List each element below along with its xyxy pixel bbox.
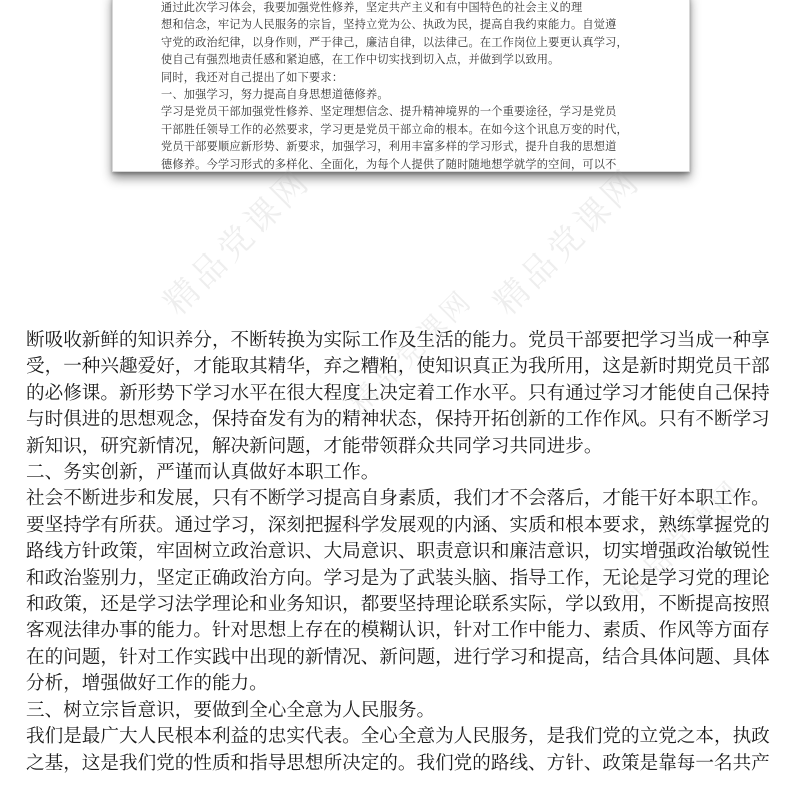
- section-heading: 二、务实创新，严谨而认真做好本职工作。: [26, 462, 380, 484]
- preview-line: 使自己有强烈地责任感和紧迫感，在工作中切实找到切入点，并做到学以致用。: [161, 53, 560, 67]
- preview-line: 同时，我还对自己提出了如下要求：: [161, 70, 344, 84]
- body-line: 的必修课。新形势下学习水平在很大程度上决定着工作水平。只有通过学习才能使自己保持: [26, 382, 770, 404]
- preview-line: 通过此次学习体会，我要加强党性修养，坚定共产主义和有中国特色的社会主义的理: [161, 1, 583, 14]
- body-line: 客观法律办事的能力。针对思想上存在的模糊认识，针对工作中能力、素质、作风等方面存: [26, 620, 770, 642]
- body-line: 路线方针政策，牢固树立政治意识、大局意识、职责意识和廉洁意识，切实增强政治敏锐性: [26, 541, 770, 563]
- body-line: 和政策，还是学习法学理论和业务知识，都要坚持理论联系实际，学以致用，不断提高按照: [26, 594, 770, 616]
- body-line: 与时俱进的思想观念，保持奋发有为的精神状态，保持开拓创新的工作作风。只有不断学习: [26, 409, 770, 431]
- body-line: 要坚持学有所获。通过学习，深刻把握科学发展观的内涵、实质和根本要求，熟练掌握党的: [26, 514, 770, 536]
- body-line: 之基，这是我们党的性质和指导思想所决定的。我们党的路线、方针、政策是靠每一名共产: [26, 752, 770, 774]
- preview-line: 党员干部要顺应新形势、新要求，加强学习，利用丰富多样的学习形式，提升自我的思想道: [161, 140, 617, 154]
- body-line: 社会不断进步和发展，只有不断学习提高自身素质，我们才不会落后，才能干好本职工作。: [26, 488, 770, 510]
- body-line: 断吸收新鲜的知识养分，不断转换为实际工作及生活的能力。党员干部要把学习当成一种享: [26, 330, 770, 351]
- preview-line: 德修养。今学习形式的多样化、全面化，为每个人提供了随时随地想学就学的空间，可以不: [161, 157, 617, 171]
- body-line: 我们是最广大人民根本利益的忠实代表。全心全意为人民服务，是我们党的立党之本，执政: [26, 726, 770, 748]
- body-line: 和政治鉴别力，坚定正确政治方向。学习是为了武装头脑、指导工作，无论是学习党的理论: [26, 567, 770, 589]
- preview-line: 学习是党员干部加强党性修养、坚定理想信念、提升精神境界的一个重要途径，学习是党员: [161, 105, 617, 119]
- preview-line: 一、加强学习，努力提高自身思想道德修养。: [161, 88, 389, 102]
- body-line: 分析，增强做好工作的能力。: [26, 673, 268, 695]
- watermark-text: 精品党课网: [156, 160, 319, 324]
- watermark-text: 精品党课网: [612, 472, 750, 610]
- document-preview-card: [112, 0, 690, 172]
- preview-line: 干部胜任领导工作的必然要求，学习更是党员干部立命的根本。在如今这个讯息万变的时代，: [161, 122, 628, 136]
- preview-text-block: [161, 0, 661, 172]
- document-body: [26, 328, 780, 777]
- watermark-text: 精品党课网: [342, 282, 480, 420]
- watermark-text: 精品党课网: [486, 160, 649, 324]
- preview-line: 想和信念，牢记为人民服务的宗旨，坚持立党为公、执政为民，提高自我约束能力。自觉遵: [161, 18, 617, 32]
- body-line: 受，一种兴趣爱好，才能取其精华，弃之糟粕，使知识真正为我所用，这是新时期党员干部: [26, 356, 770, 378]
- preview-line: 守党的政治纪律，以身作则，严于律己，廉洁自律，以法律己。在工作岗位上要更认真学习，: [161, 35, 628, 49]
- body-line: 新知识，研究新情况，解决新问题，才能带领群众共同学习共同进步。: [26, 435, 603, 457]
- body-line: 在的问题，针对工作实践中出现的新情况、新问题，进行学习和提高，结合具体问题、具体: [26, 646, 770, 668]
- section-heading: 三、树立宗旨意识，要做到全心全意为人民服务。: [26, 699, 436, 721]
